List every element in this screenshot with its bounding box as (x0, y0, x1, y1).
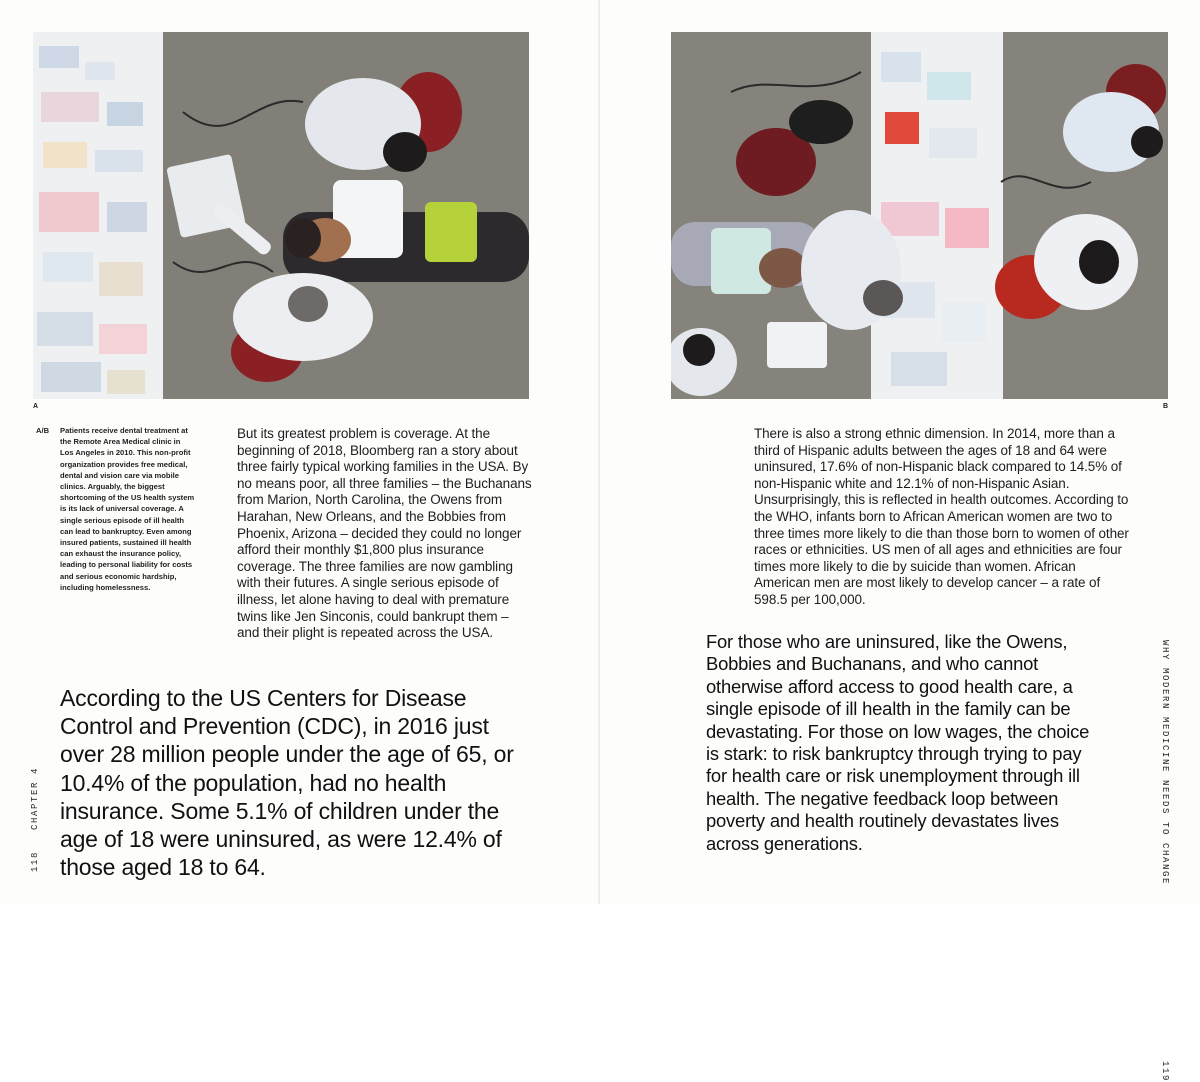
caption-label: A/B (36, 426, 50, 435)
left-body-paragraph: But its greatest problem is coverage. At the beginning of 2018, Bloomberg ran a story about three fairly typical working families in the USA. By no means poor, all three families – the Buchanans from Marion, North Carolina, the Owens from Harahan, New Orleans, and the Bobbies from Phoenix, Arizona – decided they could no longer afford their monthly $1,800 plus insurance coverage. The three families are now gambling with their futures. A single serious episode of illness, let alone having to deal with premature twins like Jen Sinconis, could bankrupt them – and their plight is repeated across the USA. (237, 426, 532, 641)
left-page-number: 118 (30, 850, 40, 872)
photo-b-label: B (1163, 403, 1169, 410)
photo-a-illustration (33, 32, 529, 399)
right-running-footer (1160, 640, 1170, 1082)
left-pull-quote: According to the US Centers for Disease Control and Prevention (CDC), in 2016 just over 28 million people under the age of 65, or 10.4% of the population, had no health insurance. Some 5.1% of children under the age of 18 were uninsured, as were 12.4% of those aged 18 to 64. (60, 685, 514, 881)
left-page (0, 0, 600, 904)
left-running-footer (30, 767, 40, 872)
photo-a-dental-clinic (33, 32, 529, 399)
chapter-label: CHAPTER 4 (30, 766, 40, 830)
right-pull-quote: For those who are uninsured, like the Owens, Bobbies and Buchanans, and who cannot otherwise afford access to good health care, a single episode of ill health in the family can be devastating. For those on low wages, the choice is stark: to risk bankruptcy through trying to pay for health care or risk unemployment through ill health. The negative feedback loop between poverty and health routinely devastates lives across generations. (706, 631, 1090, 854)
right-body-paragraph: There is also a strong ethnic dimension. In 2014, more than a third of Hispanic adults between the ages of 18 and 64 were uninsured, 17.6% of non-Hispanic black compared to 14.5% of non-Hispanic white and 12.1% of non-Hispanic Asian. Unsurprisingly, this is reflected in health outcomes. According to the WHO, infants born to African American women are two to three times more likely to die than those born to women of other races or ethnicities. US men of all ages and ethnicities are four times more likely to die by suicide than women. African American men are most likely to develop cancer – a rate of 598.5 per 100,000. (754, 426, 1129, 607)
photo-b-illustration (671, 32, 1168, 399)
book-section-title: WHY MODERN MEDICINE NEEDS TO CHANGE (1160, 640, 1170, 886)
photo-a-label: A (33, 403, 39, 410)
caption-text: Patients receive dental treatment at the Remote Area Medical clinic in Los Angeles in 2010. This non-profit organization provides free medical, dental and vision care via mobile clinics. Arguably, the biggest shortcoming of the US health system is its lack of universal coverage. A single serious episode of ill health can lead to bankruptcy. Even among insured patients, sustained ill health can exhaust the insurance policy, leading to personal liability for costs and serious economic hardship, including homelessness. (60, 426, 195, 592)
photo-b-dental-clinic (671, 32, 1168, 399)
photo-caption (36, 425, 196, 593)
right-page-number: 119 (1160, 1061, 1170, 1082)
